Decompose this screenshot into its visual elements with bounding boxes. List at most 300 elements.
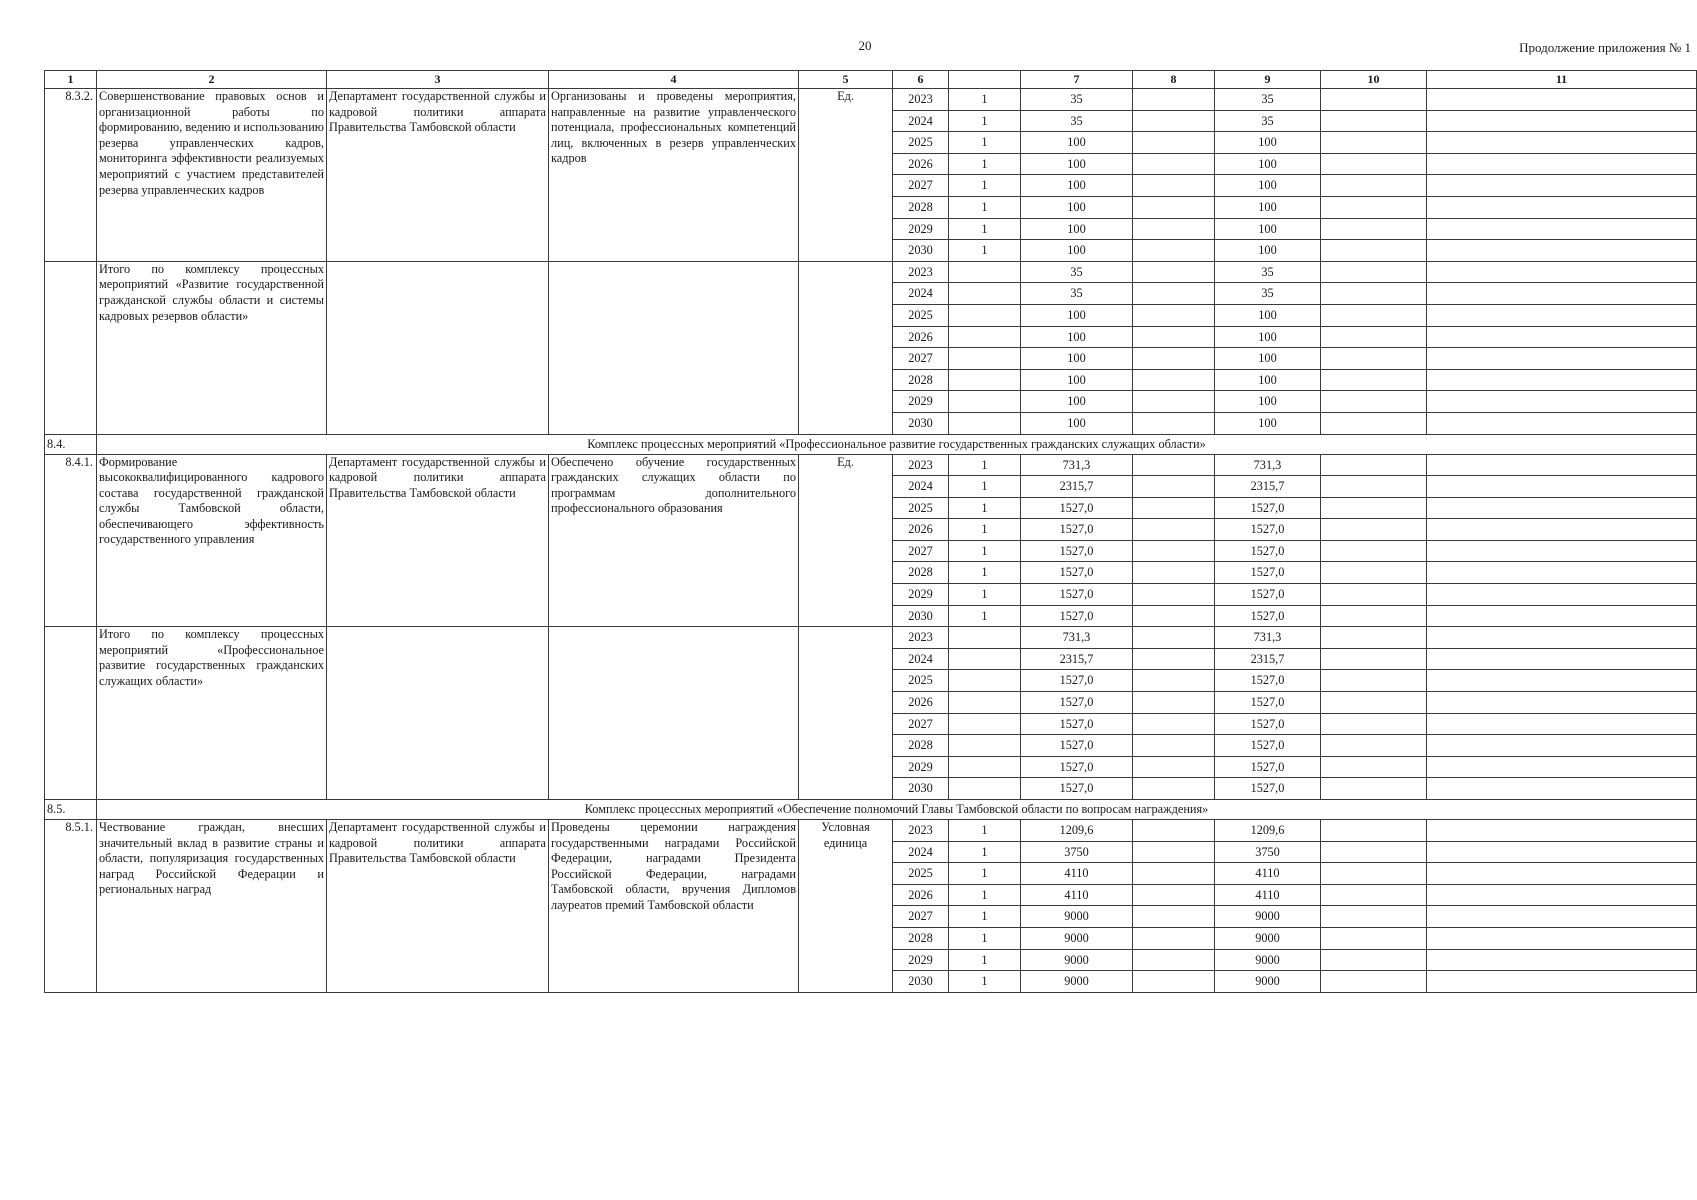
item-code <box>45 261 97 434</box>
col7-value: 1527,0 <box>1021 692 1133 714</box>
col7-value: 1527,0 <box>1021 735 1133 757</box>
col6-value: 1 <box>949 605 1021 627</box>
col10-value <box>1321 454 1427 476</box>
col11-value <box>1427 713 1697 735</box>
col11-value <box>1427 820 1697 842</box>
col11-value <box>1427 540 1697 562</box>
col10-value <box>1321 949 1427 971</box>
col10-value <box>1321 971 1427 993</box>
year-cell: 2023 <box>893 627 949 649</box>
col9-value: 9000 <box>1215 906 1321 928</box>
col11-value <box>1427 841 1697 863</box>
col11-value <box>1427 196 1697 218</box>
col7-value: 100 <box>1021 240 1133 262</box>
col8-value <box>1133 283 1215 305</box>
col6-value: 1 <box>949 218 1021 240</box>
col6-value <box>949 692 1021 714</box>
col7-value: 1527,0 <box>1021 497 1133 519</box>
col11-value <box>1427 261 1697 283</box>
year-cell: 2027 <box>893 906 949 928</box>
header-row <box>45 71 1697 89</box>
col10-value <box>1321 627 1427 649</box>
col6-value <box>949 627 1021 649</box>
item-unit: Условная единица <box>799 820 893 993</box>
col9-value: 1527,0 <box>1215 778 1321 800</box>
table-row <box>45 89 1697 111</box>
col7-value: 100 <box>1021 175 1133 197</box>
col11-value <box>1427 627 1697 649</box>
item-executor: Департамент государственной службы и кадровой политики аппарата Правительства Тамбовской области <box>327 454 549 627</box>
col6-value <box>949 348 1021 370</box>
col8-value <box>1133 110 1215 132</box>
col10-value <box>1321 778 1427 800</box>
col7-value: 35 <box>1021 89 1133 111</box>
col6-value <box>949 670 1021 692</box>
col8-value <box>1133 949 1215 971</box>
col7-value: 100 <box>1021 132 1133 154</box>
col7-value: 1527,0 <box>1021 540 1133 562</box>
section-code: 8.4. <box>45 434 97 454</box>
col7-value: 100 <box>1021 391 1133 413</box>
col6-value: 1 <box>949 540 1021 562</box>
col6-value: 1 <box>949 971 1021 993</box>
col9-value: 35 <box>1215 283 1321 305</box>
col6-value: 1 <box>949 497 1021 519</box>
col10-value <box>1321 756 1427 778</box>
year-cell: 2024 <box>893 110 949 132</box>
col8-value <box>1133 884 1215 906</box>
col9-value: 1527,0 <box>1215 584 1321 606</box>
col6-value: 1 <box>949 863 1021 885</box>
col8-value <box>1133 735 1215 757</box>
col6-value: 1 <box>949 841 1021 863</box>
year-cell: 2023 <box>893 261 949 283</box>
col10-value <box>1321 218 1427 240</box>
col8-value <box>1133 89 1215 111</box>
year-cell: 2028 <box>893 927 949 949</box>
col8-value <box>1133 820 1215 842</box>
col6-value <box>949 735 1021 757</box>
item-result: Проведены церемонии награждения государственными наградами Российской Федерации, наградами Президента Российской Федерации, наградами Тамбовской области, вручения Дипломов лауреатов премий Тамбовской области <box>549 820 799 993</box>
section-row <box>45 434 1697 454</box>
item-code: 8.5.1. <box>45 820 97 993</box>
year-cell: 2029 <box>893 218 949 240</box>
col6-value <box>949 391 1021 413</box>
col8-value <box>1133 713 1215 735</box>
year-cell: 2028 <box>893 735 949 757</box>
col10-value <box>1321 584 1427 606</box>
col9-value: 731,3 <box>1215 627 1321 649</box>
item-unit: Ед. <box>799 89 893 262</box>
year-cell: 2023 <box>893 820 949 842</box>
col11-value <box>1427 348 1697 370</box>
col6-value: 1 <box>949 519 1021 541</box>
col8-value <box>1133 240 1215 262</box>
col10-value <box>1321 497 1427 519</box>
col7-value: 9000 <box>1021 949 1133 971</box>
col11-value <box>1427 906 1697 928</box>
col6-value: 1 <box>949 454 1021 476</box>
col7-value: 100 <box>1021 304 1133 326</box>
col6-value: 1 <box>949 949 1021 971</box>
col9-value: 100 <box>1215 153 1321 175</box>
item-executor <box>327 261 549 434</box>
col6-value <box>949 283 1021 305</box>
col10-value <box>1321 283 1427 305</box>
year-cell: 2030 <box>893 778 949 800</box>
column-header: 5 <box>799 71 893 89</box>
col11-value <box>1427 132 1697 154</box>
col10-value <box>1321 927 1427 949</box>
col9-value: 1527,0 <box>1215 605 1321 627</box>
col6-value <box>949 261 1021 283</box>
col8-value <box>1133 971 1215 993</box>
item-name: Формирование высококвалифицированного кадрового состава государственной гражданской службы Тамбовской области, обеспечивающего эффективность государственного управления <box>97 454 327 627</box>
year-cell: 2026 <box>893 884 949 906</box>
col6-value: 1 <box>949 884 1021 906</box>
col7-value: 1527,0 <box>1021 584 1133 606</box>
item-code <box>45 627 97 800</box>
col9-value: 100 <box>1215 369 1321 391</box>
col8-value <box>1133 605 1215 627</box>
column-header: 2 <box>97 71 327 89</box>
col9-value: 100 <box>1215 348 1321 370</box>
col9-value: 731,3 <box>1215 454 1321 476</box>
col11-value <box>1427 670 1697 692</box>
col11-value <box>1427 884 1697 906</box>
col11-value <box>1427 605 1697 627</box>
col10-value <box>1321 540 1427 562</box>
year-cell: 2026 <box>893 692 949 714</box>
col11-value <box>1427 692 1697 714</box>
col6-value: 1 <box>949 584 1021 606</box>
col10-value <box>1321 132 1427 154</box>
table-row <box>45 454 1697 476</box>
page-number: 20 <box>858 38 872 53</box>
year-cell: 2025 <box>893 670 949 692</box>
col11-value <box>1427 562 1697 584</box>
col7-value: 1527,0 <box>1021 778 1133 800</box>
col8-value <box>1133 562 1215 584</box>
year-cell: 2025 <box>893 304 949 326</box>
col7-value: 4110 <box>1021 884 1133 906</box>
col10-value <box>1321 326 1427 348</box>
year-cell: 2027 <box>893 713 949 735</box>
year-cell: 2026 <box>893 519 949 541</box>
col7-value: 9000 <box>1021 971 1133 993</box>
col8-value <box>1133 627 1215 649</box>
col10-value <box>1321 175 1427 197</box>
col11-value <box>1427 497 1697 519</box>
item-result <box>549 261 799 434</box>
item-name: Итого по комплексу процессных мероприятий «Развитие государственной гражданской службы области и системы кадровых резервов области» <box>97 261 327 434</box>
col10-value <box>1321 153 1427 175</box>
col10-value <box>1321 692 1427 714</box>
column-header: 1 <box>45 71 97 89</box>
col6-value <box>949 648 1021 670</box>
item-result: Организованы и проведены мероприятия, направленные на развитие управленческого потенциала, профессиональных компетенций лиц, включенных в резерв управленческих кадров <box>549 89 799 262</box>
col10-value <box>1321 89 1427 111</box>
col6-value <box>949 713 1021 735</box>
col11-value <box>1427 476 1697 498</box>
item-unit <box>799 627 893 800</box>
col10-value <box>1321 605 1427 627</box>
year-cell: 2030 <box>893 605 949 627</box>
year-cell: 2023 <box>893 454 949 476</box>
col11-value <box>1427 391 1697 413</box>
year-cell: 2030 <box>893 971 949 993</box>
col6-value: 1 <box>949 820 1021 842</box>
col11-value <box>1427 326 1697 348</box>
year-cell: 2030 <box>893 240 949 262</box>
col10-value <box>1321 841 1427 863</box>
appendix-note: Продолжение приложения № 1 <box>1519 40 1691 55</box>
year-cell: 2025 <box>893 132 949 154</box>
col8-value <box>1133 175 1215 197</box>
year-cell: 2028 <box>893 562 949 584</box>
col8-value <box>1133 670 1215 692</box>
col11-value <box>1427 971 1697 993</box>
col10-value <box>1321 820 1427 842</box>
col11-value <box>1427 240 1697 262</box>
col9-value: 1209,6 <box>1215 820 1321 842</box>
col9-value: 4110 <box>1215 863 1321 885</box>
column-header: 3 <box>327 71 549 89</box>
col9-value: 3750 <box>1215 841 1321 863</box>
col11-value <box>1427 756 1697 778</box>
item-executor: Департамент государственной службы и кадровой политики аппарата Правительства Тамбовской области <box>327 820 549 993</box>
col11-value <box>1427 519 1697 541</box>
col7-value: 100 <box>1021 348 1133 370</box>
col7-value: 2315,7 <box>1021 648 1133 670</box>
col9-value: 35 <box>1215 261 1321 283</box>
col9-value: 100 <box>1215 391 1321 413</box>
col9-value: 4110 <box>1215 884 1321 906</box>
col6-value: 1 <box>949 175 1021 197</box>
col8-value <box>1133 261 1215 283</box>
col9-value: 1527,0 <box>1215 562 1321 584</box>
col10-value <box>1321 670 1427 692</box>
col11-value <box>1427 89 1697 111</box>
column-header <box>949 71 1021 89</box>
col9-value: 35 <box>1215 89 1321 111</box>
column-header: 7 <box>1021 71 1133 89</box>
col6-value: 1 <box>949 562 1021 584</box>
col7-value: 1527,0 <box>1021 605 1133 627</box>
col8-value <box>1133 454 1215 476</box>
section-title: Комплекс процессных мероприятий «Профессиональное развитие государственных гражданских служащих области» <box>97 434 1697 454</box>
col7-value: 3750 <box>1021 841 1133 863</box>
col9-value: 1527,0 <box>1215 735 1321 757</box>
year-cell: 2024 <box>893 841 949 863</box>
year-cell: 2029 <box>893 391 949 413</box>
col8-value <box>1133 412 1215 434</box>
col10-value <box>1321 906 1427 928</box>
col8-value <box>1133 863 1215 885</box>
col10-value <box>1321 240 1427 262</box>
year-cell: 2025 <box>893 497 949 519</box>
year-cell: 2030 <box>893 412 949 434</box>
col8-value <box>1133 218 1215 240</box>
col7-value: 35 <box>1021 283 1133 305</box>
col8-value <box>1133 348 1215 370</box>
col10-value <box>1321 476 1427 498</box>
year-cell: 2028 <box>893 196 949 218</box>
col7-value: 35 <box>1021 110 1133 132</box>
year-cell: 2026 <box>893 326 949 348</box>
col6-value: 1 <box>949 927 1021 949</box>
data-table-sheet <box>44 70 1696 993</box>
col10-value <box>1321 863 1427 885</box>
col11-value <box>1427 949 1697 971</box>
col9-value: 35 <box>1215 110 1321 132</box>
col10-value <box>1321 412 1427 434</box>
col10-value <box>1321 369 1427 391</box>
year-cell: 2024 <box>893 648 949 670</box>
col8-value <box>1133 391 1215 413</box>
section-code: 8.5. <box>45 800 97 820</box>
col11-value <box>1427 412 1697 434</box>
col10-value <box>1321 304 1427 326</box>
col8-value <box>1133 540 1215 562</box>
item-name: Итого по комплексу процессных мероприятий «Профессиональное развитие государственных гражданских служащих области» <box>97 627 327 800</box>
col8-value <box>1133 692 1215 714</box>
year-cell: 2024 <box>893 476 949 498</box>
col7-value: 100 <box>1021 153 1133 175</box>
col10-value <box>1321 391 1427 413</box>
col8-value <box>1133 153 1215 175</box>
year-cell: 2027 <box>893 540 949 562</box>
col8-value <box>1133 778 1215 800</box>
col9-value: 9000 <box>1215 927 1321 949</box>
col7-value: 100 <box>1021 218 1133 240</box>
section-title: Комплекс процессных мероприятий «Обеспечение полномочий Главы Тамбовской области по вопросам награждения» <box>97 800 1697 820</box>
col8-value <box>1133 476 1215 498</box>
col6-value <box>949 369 1021 391</box>
col11-value <box>1427 927 1697 949</box>
col11-value <box>1427 454 1697 476</box>
col7-value: 100 <box>1021 369 1133 391</box>
col11-value <box>1427 369 1697 391</box>
col7-value: 1527,0 <box>1021 562 1133 584</box>
data-table <box>44 70 1697 993</box>
col9-value: 1527,0 <box>1215 540 1321 562</box>
year-cell: 2024 <box>893 283 949 305</box>
column-header: 11 <box>1427 71 1697 89</box>
year-cell: 2029 <box>893 949 949 971</box>
year-cell: 2029 <box>893 584 949 606</box>
col10-value <box>1321 713 1427 735</box>
table-row <box>45 261 1697 283</box>
col9-value: 100 <box>1215 326 1321 348</box>
col9-value: 100 <box>1215 412 1321 434</box>
col6-value: 1 <box>949 132 1021 154</box>
column-header: 6 <box>893 71 949 89</box>
col9-value: 1527,0 <box>1215 670 1321 692</box>
col10-value <box>1321 519 1427 541</box>
col10-value <box>1321 110 1427 132</box>
col9-value: 9000 <box>1215 949 1321 971</box>
col7-value: 35 <box>1021 261 1133 283</box>
col10-value <box>1321 884 1427 906</box>
item-name: Совершенствование правовых основ и организационной работы по формированию, ведению и использованию резерва управленческих кадров, мониторинга эффективности реализуемых мероприятий с участием представителей резерва управленческих кадров <box>97 89 327 262</box>
table-row <box>45 627 1697 649</box>
col7-value: 100 <box>1021 196 1133 218</box>
col7-value: 1209,6 <box>1021 820 1133 842</box>
col8-value <box>1133 304 1215 326</box>
col9-value: 100 <box>1215 132 1321 154</box>
col7-value: 9000 <box>1021 906 1133 928</box>
year-cell: 2023 <box>893 89 949 111</box>
year-cell: 2026 <box>893 153 949 175</box>
item-result <box>549 627 799 800</box>
item-result: Обеспечено обучение государственных гражданских служащих области по программам дополнительного профессионального образования <box>549 454 799 627</box>
col8-value <box>1133 927 1215 949</box>
year-cell: 2029 <box>893 756 949 778</box>
item-code: 8.4.1. <box>45 454 97 627</box>
section-row <box>45 800 1697 820</box>
col6-value: 1 <box>949 110 1021 132</box>
year-cell: 2025 <box>893 863 949 885</box>
col8-value <box>1133 326 1215 348</box>
col11-value <box>1427 153 1697 175</box>
col7-value: 1527,0 <box>1021 670 1133 692</box>
col7-value: 100 <box>1021 326 1133 348</box>
col9-value: 100 <box>1215 218 1321 240</box>
year-cell: 2027 <box>893 348 949 370</box>
item-code: 8.3.2. <box>45 89 97 262</box>
col6-value <box>949 412 1021 434</box>
col11-value <box>1427 778 1697 800</box>
col7-value: 100 <box>1021 412 1133 434</box>
col7-value: 9000 <box>1021 927 1133 949</box>
col9-value: 100 <box>1215 304 1321 326</box>
col9-value: 1527,0 <box>1215 756 1321 778</box>
item-name: Чествование граждан, внесших значительный вклад в развитие страны и области, популяризация государственных наград Российской Федерации и региональных наград <box>97 820 327 993</box>
col8-value <box>1133 196 1215 218</box>
col7-value: 1527,0 <box>1021 713 1133 735</box>
col6-value: 1 <box>949 196 1021 218</box>
col10-value <box>1321 348 1427 370</box>
col7-value: 2315,7 <box>1021 476 1133 498</box>
col11-value <box>1427 218 1697 240</box>
col11-value <box>1427 648 1697 670</box>
col8-value <box>1133 497 1215 519</box>
col10-value <box>1321 261 1427 283</box>
col8-value <box>1133 841 1215 863</box>
col11-value <box>1427 110 1697 132</box>
col9-value: 2315,7 <box>1215 648 1321 670</box>
item-unit: Ед. <box>799 454 893 627</box>
year-cell: 2027 <box>893 175 949 197</box>
column-header: 8 <box>1133 71 1215 89</box>
col8-value <box>1133 648 1215 670</box>
item-unit <box>799 261 893 434</box>
col6-value: 1 <box>949 153 1021 175</box>
col8-value <box>1133 584 1215 606</box>
col11-value <box>1427 304 1697 326</box>
col6-value <box>949 326 1021 348</box>
col8-value <box>1133 132 1215 154</box>
col11-value <box>1427 283 1697 305</box>
col11-value <box>1427 584 1697 606</box>
col11-value <box>1427 175 1697 197</box>
col7-value: 731,3 <box>1021 627 1133 649</box>
col11-value <box>1427 735 1697 757</box>
col6-value: 1 <box>949 89 1021 111</box>
col6-value: 1 <box>949 906 1021 928</box>
col10-value <box>1321 735 1427 757</box>
